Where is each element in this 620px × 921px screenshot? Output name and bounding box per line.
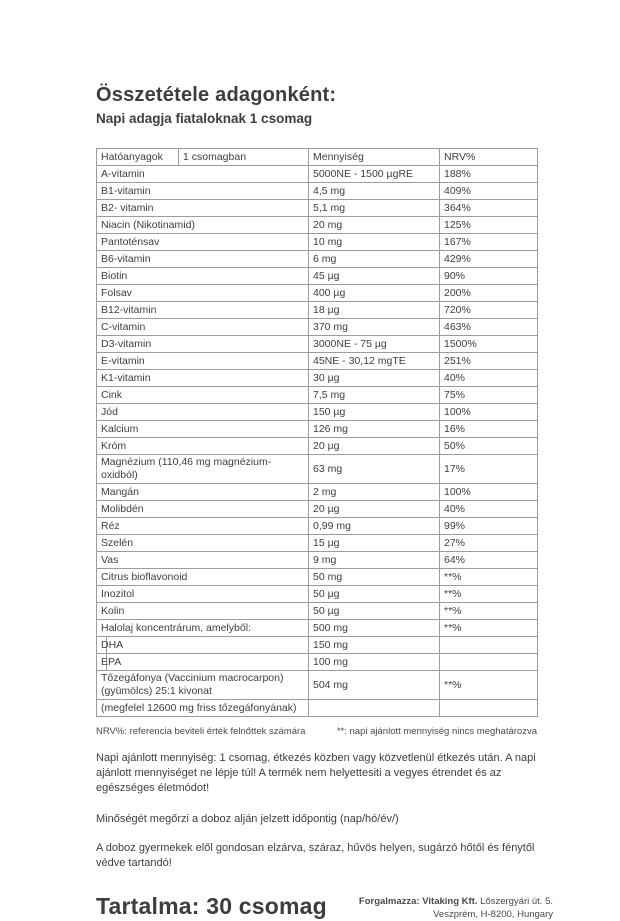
amount-cell: 3000NE - 75 µg xyxy=(309,336,440,353)
nrv-cell: 75% xyxy=(440,387,538,404)
table-row xyxy=(97,200,538,217)
dosage-paragraph: Napi ajánlott mennyiség: 1 csomag, étkezés közben vagy közvetlenül étkezés után. A napi ajánlott mennyiséget ne lépje túl! A termék nem helyettesiti a vegyes étrendet és az egészséges életmódot! xyxy=(96,752,536,794)
amount-cell: 2 mg xyxy=(309,484,440,501)
amount-cell: 7,5 mg xyxy=(309,387,440,404)
ingredient-cell: E-vitamin xyxy=(97,353,309,370)
nrv-cell: 1500% xyxy=(440,336,538,353)
ingredient-cell: DHA xyxy=(97,637,309,654)
ingredient-cell: Vas xyxy=(97,552,309,569)
amount-cell: 500 mg xyxy=(309,620,440,637)
ingredient-cell: B12-vitamin xyxy=(97,302,309,319)
amount-cell: 20 µg xyxy=(309,438,440,455)
nrv-cell: 100% xyxy=(440,484,538,501)
nutrition-table xyxy=(96,148,538,717)
amount-cell: 4,5 mg xyxy=(309,183,440,200)
ingredient-cell: B6-vitamin xyxy=(97,251,309,268)
table-row xyxy=(97,637,538,654)
ingredient-cell: Folsav xyxy=(97,285,309,302)
nrv-cell: 188% xyxy=(440,166,538,183)
ingredient-cell: Kolin xyxy=(97,603,309,620)
nrv-cell xyxy=(440,654,538,671)
nrv-cell: **% xyxy=(440,620,538,637)
asterisk-footnote: **: napi ajánlott mennyiség nincs meghatározva xyxy=(336,726,537,737)
amount-cell: 30 µg xyxy=(309,370,440,387)
amount-cell: 150 µg xyxy=(309,404,440,421)
ingredient-cell: Réz xyxy=(97,518,309,535)
table-row xyxy=(97,535,538,552)
table-row xyxy=(97,671,538,700)
nrv-cell: 99% xyxy=(440,518,538,535)
table-row xyxy=(97,484,538,501)
col-header-per-pack: 1 csomagban xyxy=(179,149,309,166)
table-row xyxy=(97,183,538,200)
ingredient-cell: Halolaj koncentrárum, amelyből: xyxy=(97,620,309,637)
distributor-info xyxy=(359,893,553,921)
nrv-cell: 125% xyxy=(440,217,538,234)
ingredient-cell: A-vitamin xyxy=(97,166,309,183)
amount-cell: 150 mg xyxy=(309,637,440,654)
amount-cell: 5000NE - 1500 µgRE xyxy=(309,166,440,183)
distributor-name: Forgalmazza: Vitaking Kft. xyxy=(358,896,478,907)
distributor-address: Lőszergyári út. 5. xyxy=(477,896,553,907)
table-row xyxy=(97,217,538,234)
ingredient-cell: (megfelel 12600 mg friss tőzegáfonyának) xyxy=(97,700,309,717)
ingredient-cell: EPA xyxy=(97,654,309,671)
nrv-cell: 463% xyxy=(440,319,538,336)
amount-cell: 45NE - 30,12 mgTE xyxy=(309,353,440,370)
nrv-cell: 40% xyxy=(440,501,538,518)
quality-paragraph: Minőségét megőrzi a doboz alján jelzett időpontig (nap/hó/év/) xyxy=(96,813,399,825)
col-header-ingredients: Hatóanyagok xyxy=(97,149,179,166)
table-header-row xyxy=(97,149,538,166)
ingredient-cell: D3-vitamin xyxy=(97,336,309,353)
amount-cell: 6 mg xyxy=(309,251,440,268)
nrv-cell: 17% xyxy=(440,455,538,484)
ingredient-cell: Pantoténsav xyxy=(97,234,309,251)
nrv-cell: 251% xyxy=(440,353,538,370)
page-subtitle: Napi adagja fiataloknak 1 csomag xyxy=(96,111,313,126)
nrv-cell: 429% xyxy=(440,251,538,268)
amount-cell: 126 mg xyxy=(309,421,440,438)
nrv-cell: 364% xyxy=(440,200,538,217)
ingredient-cell: K1-vitamin xyxy=(97,370,309,387)
amount-cell: 504 mg xyxy=(309,671,440,700)
nrv-cell: 64% xyxy=(440,552,538,569)
amount-cell: 10 mg xyxy=(309,234,440,251)
table-row xyxy=(97,251,538,268)
table-row xyxy=(97,501,538,518)
table-row xyxy=(97,455,538,484)
table-row xyxy=(97,166,538,183)
amount-cell: 45 µg xyxy=(309,268,440,285)
ingredient-cell: Molibdén xyxy=(97,501,309,518)
table-row xyxy=(97,421,538,438)
ingredient-cell: B2- vitamin xyxy=(97,200,309,217)
amount-cell: 5,1 mg xyxy=(309,200,440,217)
ingredient-cell: C-vitamin xyxy=(97,319,309,336)
ingredient-cell: Mangán xyxy=(97,484,309,501)
nrv-cell xyxy=(440,637,538,654)
table-row xyxy=(97,404,538,421)
table-row xyxy=(97,569,538,586)
nrv-cell: 409% xyxy=(440,183,538,200)
table-row xyxy=(97,620,538,637)
table-row xyxy=(97,234,538,251)
amount-cell: 18 µg xyxy=(309,302,440,319)
ingredient-cell: Citrus bioflavonoid xyxy=(97,569,309,586)
table-row xyxy=(97,302,538,319)
table-row xyxy=(97,603,538,620)
amount-cell: 15 µg xyxy=(309,535,440,552)
ingredient-cell: Biotin xyxy=(97,268,309,285)
storage-paragraph: A doboz gyermekek elől gondosan elzárva, száraz, hűvös helyen, sugárzó hőtől és fénytől védve tartandó! xyxy=(96,842,535,869)
nrv-cell: 720% xyxy=(440,302,538,319)
nrv-cell: 167% xyxy=(440,234,538,251)
table-footnotes xyxy=(96,726,537,737)
nrv-cell: 90% xyxy=(440,268,538,285)
ingredient-cell: Króm xyxy=(97,438,309,455)
nrv-cell: 50% xyxy=(440,438,538,455)
table-row xyxy=(97,319,538,336)
amount-cell: 100 mg xyxy=(309,654,440,671)
amount-cell: 370 mg xyxy=(309,319,440,336)
col-header-nrv: NRV% xyxy=(440,149,538,166)
nrv-cell: 200% xyxy=(440,285,538,302)
amount-cell: 50 mg xyxy=(309,569,440,586)
nrv-cell: **% xyxy=(440,586,538,603)
amount-cell: 20 µg xyxy=(309,501,440,518)
table-row xyxy=(97,268,538,285)
table-row xyxy=(97,370,538,387)
ingredient-cell: Inozitol xyxy=(97,586,309,603)
nrv-cell: **% xyxy=(440,603,538,620)
amount-cell: 50 µg xyxy=(309,586,440,603)
nrv-cell: 40% xyxy=(440,370,538,387)
page-title: Összetétele adagonként: xyxy=(96,84,337,106)
ingredient-cell: Tőzegáfonya (Vaccinium macrocarpon) (gyümölcs) 25:1 kivonat xyxy=(97,671,309,700)
amount-cell: 63 mg xyxy=(309,455,440,484)
footer-row xyxy=(96,893,553,921)
ingredient-cell: Jód xyxy=(97,404,309,421)
amount-cell: 0,99 mg xyxy=(309,518,440,535)
nrv-cell xyxy=(440,700,538,717)
table-row xyxy=(97,654,538,671)
amount-cell: 400 µg xyxy=(309,285,440,302)
table-row xyxy=(97,387,538,404)
nrv-cell: 27% xyxy=(440,535,538,552)
table-row xyxy=(97,438,538,455)
nrv-cell: **% xyxy=(440,569,538,586)
ingredient-cell: Niacin (Nikotinamid) xyxy=(97,217,309,234)
table-row xyxy=(97,552,538,569)
distributor-city: Veszprém, H-8200, Hungary xyxy=(433,909,553,920)
amount-cell: 9 mg xyxy=(309,552,440,569)
contents-statement: Tartalma: 30 csomag xyxy=(96,893,327,919)
table-row xyxy=(97,285,538,302)
table-row xyxy=(97,518,538,535)
col-header-quantity: Mennyiség xyxy=(309,149,440,166)
amount-cell: 50 µg xyxy=(309,603,440,620)
ingredient-cell: Kalcium xyxy=(97,421,309,438)
ingredient-cell: Szelén xyxy=(97,535,309,552)
ingredient-cell: Magnézium (110,46 mg magnézium-oxidból) xyxy=(97,455,309,484)
nrv-cell: **% xyxy=(440,671,538,700)
nrv-cell: 16% xyxy=(440,421,538,438)
ingredient-cell: Cink xyxy=(97,387,309,404)
table-row xyxy=(97,336,538,353)
ingredient-cell: B1-vitamin xyxy=(97,183,309,200)
amount-cell: 20 mg xyxy=(309,217,440,234)
nrv-cell: 100% xyxy=(440,404,538,421)
table-row xyxy=(97,586,538,603)
amount-cell xyxy=(309,700,440,717)
table-row xyxy=(97,353,538,370)
table-row xyxy=(97,700,538,717)
nrv-footnote: NRV%: referencia beviteli érték felnőttek számára xyxy=(96,726,306,737)
